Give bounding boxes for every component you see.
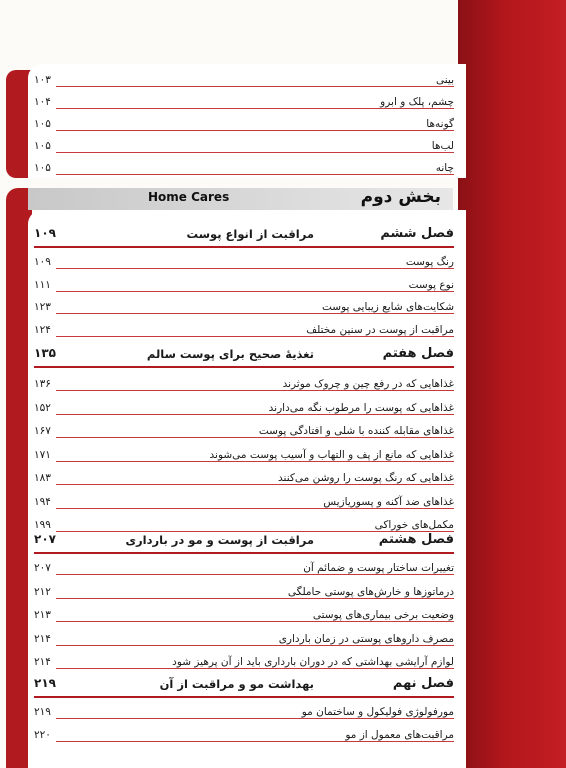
entry-label: گونه‌ها (423, 118, 454, 130)
chapter-header[interactable] (34, 224, 454, 248)
toc-entry[interactable] (34, 650, 454, 670)
entry-page-number: ۲۲۰ (34, 729, 54, 741)
entry-label: چانه (433, 162, 454, 174)
chapter-header[interactable] (34, 674, 454, 698)
entry-rule (56, 268, 454, 269)
entry-label: وضعیت برخی بیماری‌های پوستی (310, 609, 454, 621)
entry-page-number: ۲۱۳ (34, 609, 54, 621)
entry-rule (56, 621, 454, 622)
toc-entry[interactable] (34, 556, 454, 576)
entry-label: مراقبت از پوست در سنین مختلف (303, 324, 454, 336)
toc-entry[interactable] (34, 396, 454, 416)
entry-rule (56, 152, 454, 153)
chapter-title: تغذیهٔ صحیح برای پوست سالم (146, 347, 314, 361)
entry-rule (56, 484, 454, 485)
entry-page-number: ۱۵۲ (34, 402, 54, 414)
entry-rule (56, 130, 454, 131)
chapter-title: بهداشت مو و مراقبت از آن (159, 677, 314, 691)
entry-rule (56, 390, 454, 391)
entry-page-number: ۱۸۳ (34, 472, 54, 484)
entry-rule (56, 668, 454, 669)
toc-entry[interactable] (34, 372, 454, 392)
entry-rule (56, 291, 454, 292)
red-side-band (458, 0, 566, 768)
entry-label: غذاهایی که مانع از پف و التهاب و آسیب پوست می‌شوند (207, 449, 454, 461)
toc-entry[interactable] (34, 273, 454, 293)
entry-label: نوع پوست (406, 279, 454, 291)
toc-entry[interactable] (34, 68, 454, 88)
entry-rule (56, 461, 454, 462)
toc-entry[interactable] (34, 295, 454, 315)
toc-entry[interactable] (34, 700, 454, 720)
chapter-page-number: ۲۰۷ (34, 532, 56, 546)
entry-page-number: ۱۰۹ (34, 256, 54, 268)
chapter-title: مراقبت از پوست و مو در بارداری (125, 533, 314, 547)
entry-rule (56, 598, 454, 599)
chapter-header[interactable] (34, 530, 454, 554)
entry-label: مورفولوژی فولیکول و ساختمان مو (299, 706, 454, 718)
toc-entry[interactable] (34, 627, 454, 647)
entry-page-number: ۲۱۲ (34, 586, 54, 598)
chapter-page-number: ۲۱۹ (34, 676, 56, 690)
entry-page-number: ۱۱۱ (34, 279, 54, 291)
entry-page-number: ۱۰۴ (34, 96, 54, 108)
entry-page-number: ۱۰۵ (34, 118, 54, 130)
toc-entry[interactable] (34, 723, 454, 743)
entry-rule (56, 336, 454, 337)
toc-entry[interactable] (34, 419, 454, 439)
toc-entry[interactable] (34, 603, 454, 623)
entry-page-number: ۱۰۵ (34, 140, 54, 152)
entry-rule (56, 574, 454, 575)
entry-page-number: ۱۰۳ (34, 74, 54, 86)
chapter-page-number: ۱۳۵ (34, 346, 56, 360)
entry-page-number: ۱۲۴ (34, 324, 54, 336)
chapter-label: فصل هفتم (382, 346, 454, 361)
entry-rule (56, 645, 454, 646)
toc-entry[interactable] (34, 112, 454, 132)
entry-label: لب‌ها (429, 140, 454, 152)
toc-entry[interactable] (34, 134, 454, 154)
entry-label: غذاهایی که در رفع چین و چروک موثرند (280, 378, 454, 390)
entry-label: غذاهایی که پوست را مرطوب نگه می‌دارند (266, 402, 454, 414)
entry-page-number: ۲۱۴ (34, 656, 54, 668)
toc-entry[interactable] (34, 490, 454, 510)
toc-entry[interactable] (34, 580, 454, 600)
entry-page-number: ۱۰۵ (34, 162, 54, 174)
entry-rule (56, 437, 454, 438)
entry-rule (56, 313, 454, 314)
chapter-label: فصل نهم (392, 676, 454, 691)
part-header (28, 188, 453, 210)
entry-label: لوازم آرایشی بهداشتی که در دوران بارداری باید از آن پرهیز شود (169, 656, 454, 668)
entry-page-number: ۱۷۱ (34, 449, 54, 461)
entry-label: غذاهای ضد آکنه و پسوریازیس (320, 496, 454, 508)
toc-entry[interactable] (34, 318, 454, 338)
toc-entry[interactable] (34, 443, 454, 463)
entry-rule (56, 174, 454, 175)
entry-label: درماتوزها و خارش‌های پوستی حاملگی (285, 586, 454, 598)
entry-label: غذاهای مقابله کننده با شلی و افتادگی پوست (256, 425, 454, 437)
entry-page-number: ۱۹۹ (34, 519, 54, 531)
part-title: بخش دوم (360, 187, 441, 207)
entry-label: مصرف داروهای پوستی در زمان بارداری (276, 633, 454, 645)
part-subtitle: Home Cares (148, 190, 230, 204)
chapter-title: مراقبت از انواع پوست (186, 227, 314, 241)
entry-page-number: ۱۲۳ (34, 301, 54, 313)
chapter-page-number: ۱۰۹ (34, 226, 56, 240)
chapter-label: فصل هشتم (378, 532, 454, 547)
entry-label: رنگ پوست (403, 256, 454, 268)
entry-label: بینی (433, 74, 454, 86)
entry-page-number: ۲۱۴ (34, 633, 54, 645)
entry-rule (56, 414, 454, 415)
entry-rule (56, 86, 454, 87)
chapter-header[interactable] (34, 344, 454, 368)
entry-rule (56, 108, 454, 109)
entry-rule (56, 741, 454, 742)
entry-rule (56, 718, 454, 719)
entry-label: مکمل‌های خوراکی (372, 519, 454, 531)
entry-label: شکایت‌های شایع زیبایی پوست (319, 301, 454, 313)
entry-label: چشم، پلک و ابرو (377, 96, 454, 108)
entry-label: غذاهایی که رنگ پوست را روشن می‌کنند (275, 472, 454, 484)
entry-page-number: ۱۹۴ (34, 496, 54, 508)
toc-entry[interactable] (34, 466, 454, 486)
toc-entry[interactable] (34, 250, 454, 270)
entry-rule (56, 508, 454, 509)
entry-page-number: ۲۱۹ (34, 706, 54, 718)
entry-label: مراقبت‌های معمول از مو (342, 729, 454, 741)
entry-page-number: ۲۰۷ (34, 562, 54, 574)
chapter-label: فصل ششم (380, 226, 454, 241)
toc-entry[interactable] (34, 156, 454, 176)
entry-label: تغییرات ساختار پوست و ضمائم آن (300, 562, 454, 574)
entry-page-number: ۱۳۶ (34, 378, 54, 390)
toc-entry[interactable] (34, 90, 454, 110)
entry-page-number: ۱۶۷ (34, 425, 54, 437)
